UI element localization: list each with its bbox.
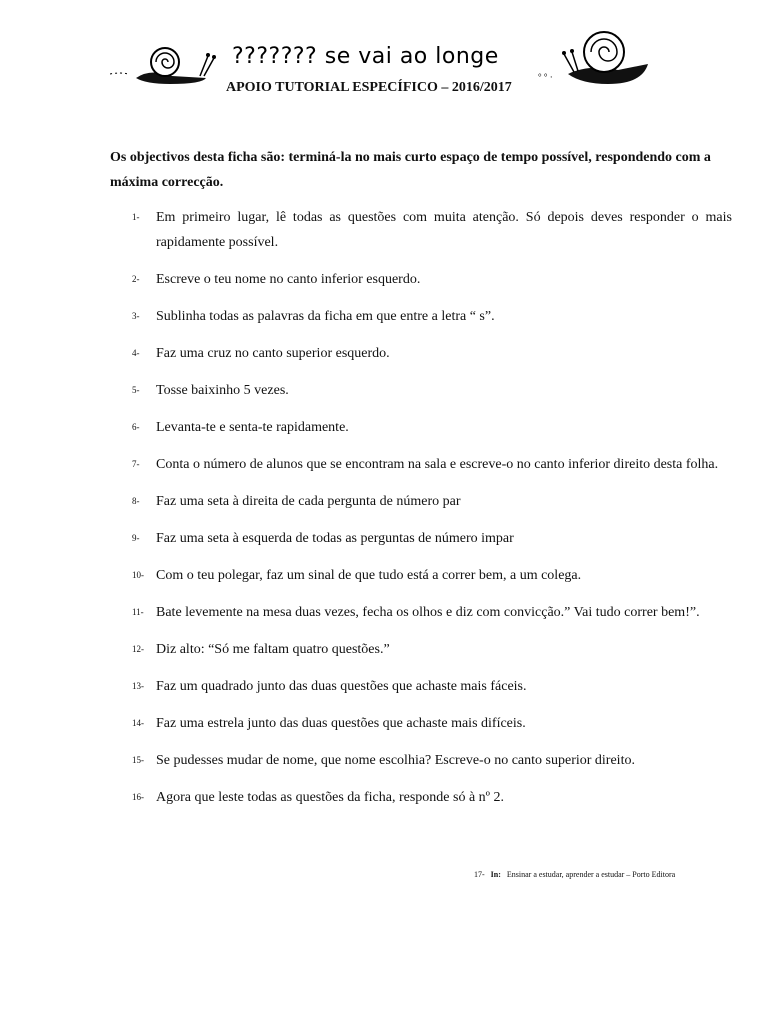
- question-number: 14-: [132, 718, 144, 728]
- question-item: [110, 563, 732, 588]
- question-text: Agora que leste todas as questões da ficha, responde só à nº 2.: [156, 790, 505, 805]
- snail-left-icon: [110, 38, 220, 88]
- question-item: [110, 341, 732, 366]
- question-number: 11-: [132, 607, 144, 617]
- question-item: [110, 378, 732, 403]
- question-number: 3-: [132, 311, 140, 321]
- question-number: 2-: [132, 274, 140, 284]
- question-text: Sublinha todas as palavras da ficha em que entre a letra “ s”.: [156, 309, 495, 324]
- question-text: Em primeiro lugar, lê todas as questões com muita atenção. Só depois deves responder o mais rapidamente possível.: [156, 210, 732, 250]
- question-number: 7-: [132, 459, 140, 469]
- question-text: Escreve o teu nome no canto inferior esquerdo.: [156, 272, 421, 287]
- question-number: 12-: [132, 644, 144, 654]
- snail-right-icon: [538, 24, 650, 90]
- question-number: 1-: [132, 212, 140, 222]
- question-text: Se pudesses mudar de nome, que nome escolhia? Escreve-o no canto superior direito.: [156, 753, 635, 768]
- question-text: Faz uma seta à esquerda de todas as perguntas de número impar: [156, 531, 514, 546]
- page-subtitle: APOIO TUTORIAL ESPECÍFICO – 2016/2017: [226, 80, 512, 95]
- question-text: Bate levemente na mesa duas vezes, fecha os olhos e diz com convicção.” Vai tudo correr bem!”.: [156, 605, 700, 620]
- question-item: [110, 267, 732, 292]
- question-text: Diz alto: “Só me faltam quatro questões.”: [156, 642, 390, 657]
- question-item: [110, 600, 732, 625]
- question-text: Conta o número de alunos que se encontram na sala e escreve-o no canto inferior direito desta folha.: [156, 457, 719, 472]
- question-item: [110, 711, 732, 736]
- question-text: Faz uma seta à direita de cada pergunta de número par: [156, 494, 461, 509]
- question-number: 10-: [132, 570, 144, 580]
- question-item: [110, 304, 732, 329]
- footnote-text: Ensinar a estudar, aprender a estudar – Porto Editora: [506, 870, 676, 879]
- question-number: 5-: [132, 385, 140, 395]
- footnote-label: In:: [490, 870, 501, 879]
- question-text: Tosse baixinho 5 vezes.: [156, 383, 289, 398]
- question-number: 9-: [132, 533, 140, 543]
- question-number: 8-: [132, 496, 140, 506]
- question-item: [110, 452, 732, 477]
- question-list: [110, 205, 732, 810]
- source-footnote: [474, 870, 734, 879]
- question-number: 13-: [132, 681, 144, 691]
- question-number: 4-: [132, 348, 140, 358]
- question-text: Levanta-te e senta-te rapidamente.: [156, 420, 349, 435]
- question-text: Com o teu polegar, faz um sinal de que tudo está a correr bem, a um colega.: [156, 568, 582, 583]
- intro-paragraph: Os objectivos desta ficha são: terminá-la no mais curto espaço de tempo possível, respondendo com a máxima correcção.: [110, 150, 711, 190]
- question-item: [110, 637, 732, 662]
- question-text: Faz uma cruz no canto superior esquerdo.: [156, 346, 390, 361]
- question-number: 15-: [132, 755, 144, 765]
- question-item: [110, 489, 732, 514]
- question-text: Faz um quadrado junto das duas questões que achaste mais fáceis.: [156, 679, 527, 694]
- question-item: [110, 415, 732, 440]
- question-item: [110, 526, 732, 551]
- question-item: [110, 205, 732, 255]
- svg-text:° ° ·: ° ° ·: [538, 72, 553, 82]
- question-text: Faz uma estrela junto das duas questões que achaste mais difíceis.: [156, 716, 526, 731]
- question-number: 6-: [132, 422, 140, 432]
- header-banner: ??????? se vai ao longe: [232, 44, 499, 69]
- question-item: [110, 785, 732, 810]
- question-number: 16-: [132, 792, 144, 802]
- footnote-number: 17-: [474, 870, 485, 879]
- question-item: [110, 748, 732, 773]
- question-item: [110, 674, 732, 699]
